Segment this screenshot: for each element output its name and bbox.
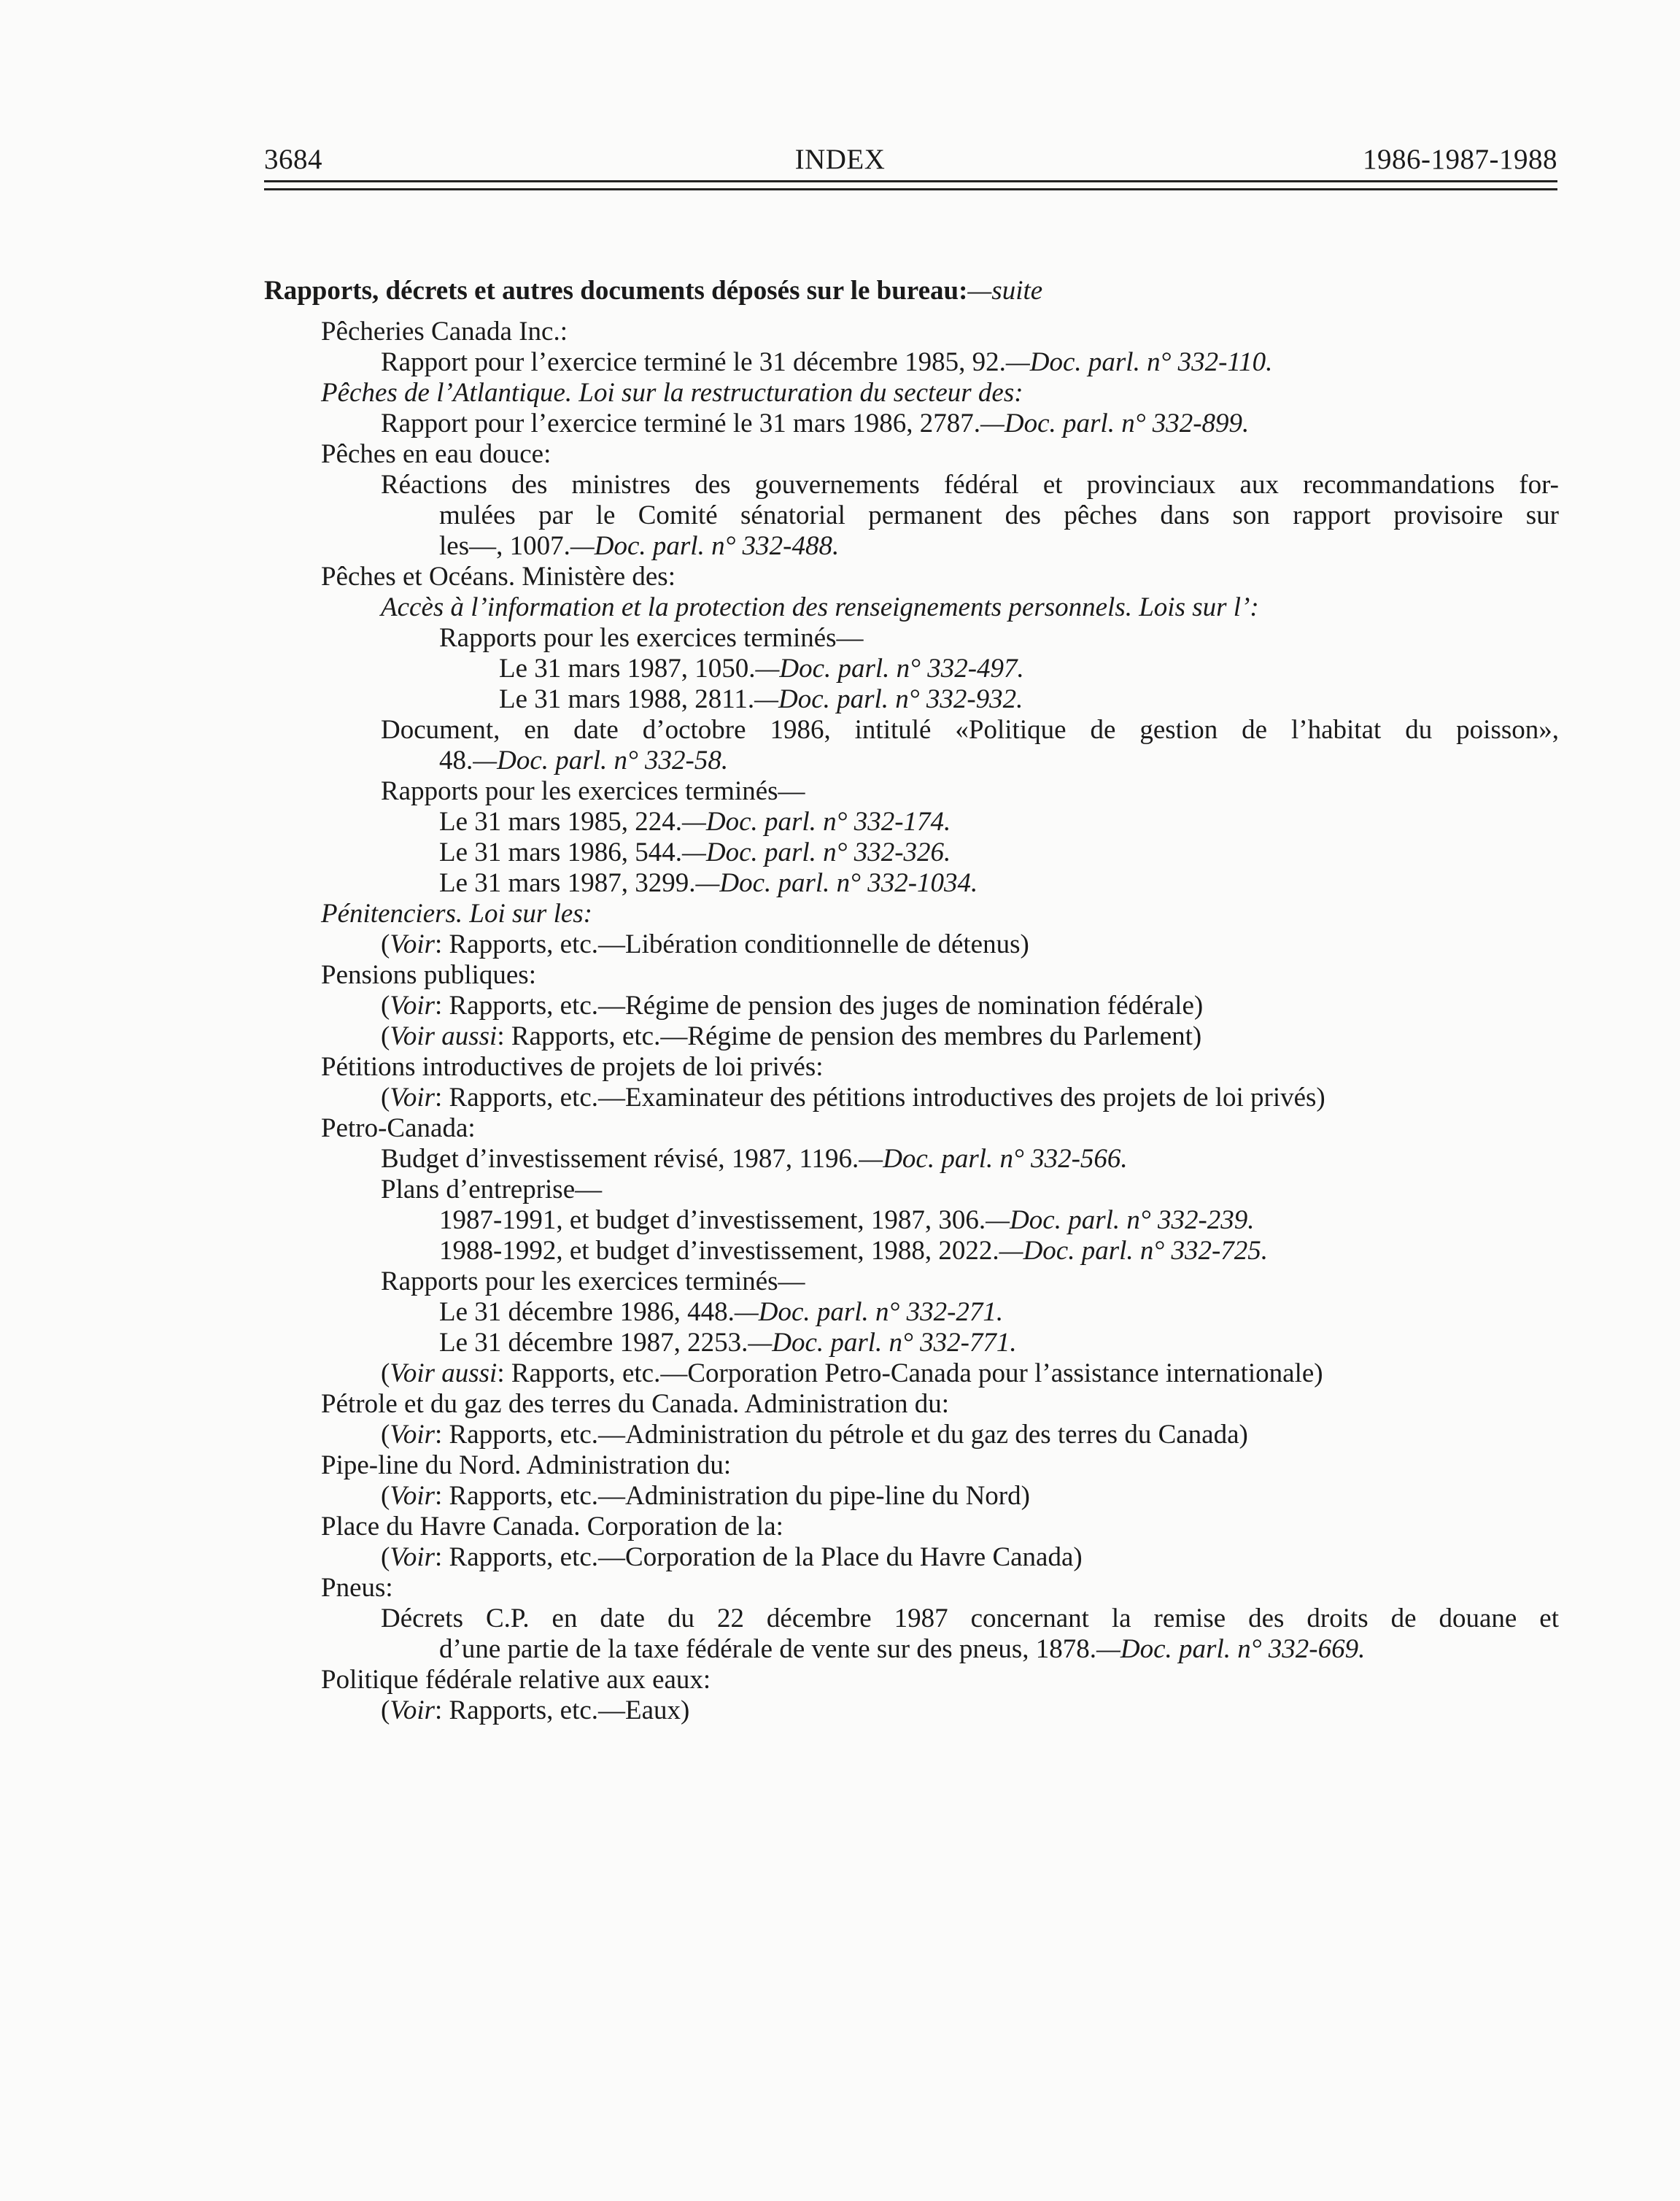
index-line: [264, 470, 1559, 500]
index-line: [264, 1542, 1559, 1573]
index-line: [264, 991, 1559, 1021]
page-title: INDEX: [794, 144, 886, 175]
index-line-text: : Rapports, etc.—Examinateur des pétitions introductives des projets de loi privés): [435, 1083, 1325, 1113]
index-line-text: Le 31 mars 1988, 2811.: [499, 684, 755, 714]
index-line-text: Pêches en eau douce:: [321, 439, 551, 469]
index-line-text: les—, 1007.: [439, 531, 570, 561]
index-line-text: Pneus:: [321, 1573, 393, 1603]
index-line: [264, 1665, 1559, 1695]
index-line-text: : Rapports, etc.—Administration du pipe-line du Nord): [435, 1481, 1030, 1511]
index-line-text: Le 31 mars 1987, 1050.: [499, 654, 756, 684]
index-line-text: Le 31 décembre 1987, 2253.: [439, 1328, 748, 1358]
index-line: [264, 1604, 1559, 1634]
index-line-text: Politique fédérale relative aux eaux:: [321, 1665, 711, 1695]
index-line: [264, 1297, 1559, 1328]
index-line: [264, 776, 1559, 807]
index-line-text: Pensions publiques:: [321, 960, 536, 990]
index-line-text: Le 31 décembre 1986, 448.: [439, 1297, 735, 1327]
index-line: [264, 1328, 1559, 1358]
index-line-italic-text: —Doc. parl. n° 332-725.: [999, 1236, 1269, 1266]
index-line-italic-text: —Doc. parl. n° 332-488.: [570, 531, 840, 561]
index-line: [264, 1205, 1559, 1236]
index-entries: [264, 317, 1559, 1726]
page-years: 1986-1987-1988: [1363, 144, 1557, 175]
index-line-text: (: [381, 1021, 390, 1051]
index-line-text: Rapports pour les exercices terminés—: [381, 776, 805, 806]
index-line-text: Rapport pour l’exercice terminé le 31 décembre 1985, 92.: [381, 347, 1006, 377]
index-line-text: d’une partie de la taxe fédérale de vente sur des pneus, 1878.: [439, 1634, 1096, 1664]
index-line-text: Petro-Canada:: [321, 1113, 476, 1143]
index-line: [264, 1175, 1559, 1205]
index-line: [264, 807, 1559, 838]
index-line-text: (: [381, 1481, 390, 1511]
index-line: [264, 868, 1559, 899]
index-line-italic-text: —Doc. parl. n° 332-932.: [754, 684, 1023, 714]
index-line: [264, 409, 1559, 439]
index-line-italic-text: Voir: [390, 1542, 436, 1572]
index-line: [264, 592, 1559, 623]
index-line-text: Pipe-line du Nord. Administration du:: [321, 1450, 732, 1480]
index-line-text: Plans d’entreprise—: [381, 1175, 603, 1204]
index-line-text: Rapports pour les exercices terminés—: [381, 1266, 805, 1296]
index-line-italic-text: Voir: [390, 991, 436, 1021]
index-line-text: : Rapports, etc.—Régime de pension des membres du Parlement): [497, 1021, 1202, 1051]
index-line-text: : Rapports, etc.—Eaux): [435, 1695, 690, 1725]
index-content: [264, 276, 1559, 1726]
index-line: [264, 1021, 1559, 1052]
index-line-text: Document, en date d’octobre 1986, intitulé «Politique de gestion de l’habitat du poisson»,: [381, 715, 1559, 745]
index-line-text: 1987-1991, et budget d’investissement, 1987, 306.: [439, 1205, 986, 1235]
index-line-text: mulées par le Comité sénatorial permanent des pêches dans son rapport provisoire sur: [439, 500, 1559, 530]
index-line-text: Le 31 mars 1987, 3299.: [439, 868, 696, 898]
index-line-text: Pêcheries Canada Inc.:: [321, 317, 568, 347]
index-line-italic-text: Voir: [390, 1083, 436, 1113]
index-line: [264, 1512, 1559, 1542]
index-line-text: : Rapports, etc.—Corporation Petro-Canada pour l’assistance internationale): [497, 1358, 1323, 1388]
index-line-text: Rapports pour les exercices terminés—: [439, 623, 864, 653]
index-line-text: (: [381, 991, 390, 1021]
index-line: [264, 1573, 1559, 1604]
index-line-italic-text: —Doc. parl. n° 332-239.: [986, 1205, 1255, 1235]
index-line-italic-text: —Doc. parl. n° 332-174.: [681, 807, 951, 837]
index-line: [264, 1052, 1559, 1083]
index-line: [264, 654, 1559, 684]
index-line: [264, 1450, 1559, 1481]
index-line-italic-text: —Doc. parl. n° 332-899.: [980, 409, 1250, 438]
index-line-italic-text: Voir: [390, 929, 436, 959]
index-line-text: (: [381, 1542, 390, 1572]
index-line-italic-text: Pêches de l’Atlantique. Loi sur la restructuration du secteur des:: [321, 378, 1023, 408]
index-line: [264, 500, 1559, 531]
header-rule-top: [264, 180, 1557, 182]
index-line: [264, 1236, 1559, 1266]
index-line: [264, 347, 1559, 378]
section-heading: [264, 276, 1559, 306]
index-line: [264, 562, 1559, 592]
index-line: [264, 1389, 1559, 1420]
index-line-text: (: [381, 1695, 390, 1725]
index-line-text: : Rapports, etc.—Libération conditionnelle de détenus): [435, 929, 1029, 959]
index-line-italic-text: —Doc. parl. n° 332-566.: [859, 1144, 1128, 1174]
index-line-text: (: [381, 1358, 390, 1388]
index-line-text: Place du Havre Canada. Corporation de la:: [321, 1512, 783, 1542]
index-line-italic-text: Voir: [390, 1481, 436, 1511]
index-line-italic-text: —Doc. parl. n° 332-58.: [473, 746, 729, 775]
index-line: [264, 746, 1559, 776]
index-line: [264, 960, 1559, 991]
index-line: [264, 1481, 1559, 1512]
page-number: 3684: [264, 144, 322, 175]
index-line-italic-text: Voir aussi: [390, 1358, 498, 1388]
index-line-italic-text: —Doc. parl. n° 332-771.: [748, 1328, 1017, 1358]
index-line: [264, 623, 1559, 654]
index-line-italic-text: Accès à l’information et la protection des renseignements personnels. Lois sur l’:: [381, 592, 1259, 622]
heading-suffix: —suite: [967, 276, 1043, 306]
index-line-italic-text: Pénitenciers. Loi sur les:: [321, 899, 593, 929]
index-line-text: (: [381, 1420, 390, 1450]
index-line-text: Le 31 mars 1986, 544.: [439, 838, 682, 867]
index-line: [264, 684, 1559, 715]
index-line-italic-text: —Doc. parl. n° 332-326.: [681, 838, 951, 867]
index-line: [264, 317, 1559, 347]
index-line-text: Pétrole et du gaz des terres du Canada. Administration du:: [321, 1389, 950, 1419]
index-line-italic-text: —Doc. parl. n° 332-271.: [734, 1297, 1004, 1327]
index-line-italic-text: —Doc. parl. n° 332-497.: [755, 654, 1024, 684]
index-line-text: Rapport pour l’exercice terminé le 31 mars 1986, 2787.: [381, 409, 980, 438]
index-line-text: : Rapports, etc.—Régime de pension des juges de nomination fédérale): [435, 991, 1204, 1021]
index-line-text: Réactions des ministres des gouvernements fédéral et provinciaux aux recommandations for-: [381, 470, 1559, 500]
index-line: [264, 1144, 1559, 1175]
header-rule-bottom: [264, 188, 1557, 190]
index-line: [264, 1358, 1559, 1389]
index-line: [264, 838, 1559, 868]
heading-text: Rapports, décrets et autres documents déposés sur le bureau:: [264, 276, 968, 306]
index-line: [264, 1266, 1559, 1297]
index-line-text: : Rapports, etc.—Administration du pétrole et du gaz des terres du Canada): [435, 1420, 1248, 1450]
index-line: [264, 1083, 1559, 1113]
index-line: [264, 378, 1559, 409]
index-line: [264, 439, 1559, 470]
index-line-text: 1988-1992, et budget d’investissement, 1988, 2022.: [439, 1236, 999, 1266]
index-line-text: (: [381, 1083, 390, 1113]
index-line-italic-text: —Doc. parl. n° 332-1034.: [695, 868, 978, 898]
index-line-text: Le 31 mars 1985, 224.: [439, 807, 682, 837]
index-line-italic-text: —Doc. parl. n° 332-110.: [1005, 347, 1273, 377]
index-line: [264, 929, 1559, 960]
index-line: [264, 1113, 1559, 1144]
index-line-text: Pétitions introductives de projets de loi privés:: [321, 1052, 824, 1082]
index-line-italic-text: Voir aussi: [390, 1021, 498, 1051]
index-line-text: Pêches et Océans. Ministère des:: [321, 562, 676, 592]
index-line-italic-text: Voir: [390, 1695, 436, 1725]
index-line-italic-text: Voir: [390, 1420, 436, 1450]
index-line-text: (: [381, 929, 390, 959]
index-line-text: Budget d’investissement révisé, 1987, 1196.: [381, 1144, 859, 1174]
index-line: [264, 1420, 1559, 1450]
index-line: [264, 1634, 1559, 1665]
index-line: [264, 715, 1559, 746]
index-line-text: 48.: [439, 746, 473, 775]
index-line-text: : Rapports, etc.—Corporation de la Place du Havre Canada): [435, 1542, 1083, 1572]
index-line-text: Décrets C.P. en date du 22 décembre 1987 concernant la remise des droits de douane et: [381, 1604, 1559, 1633]
index-line: [264, 1695, 1559, 1726]
index-line: [264, 531, 1559, 562]
index-line-italic-text: —Doc. parl. n° 332-669.: [1096, 1634, 1366, 1664]
index-line: [264, 899, 1559, 929]
